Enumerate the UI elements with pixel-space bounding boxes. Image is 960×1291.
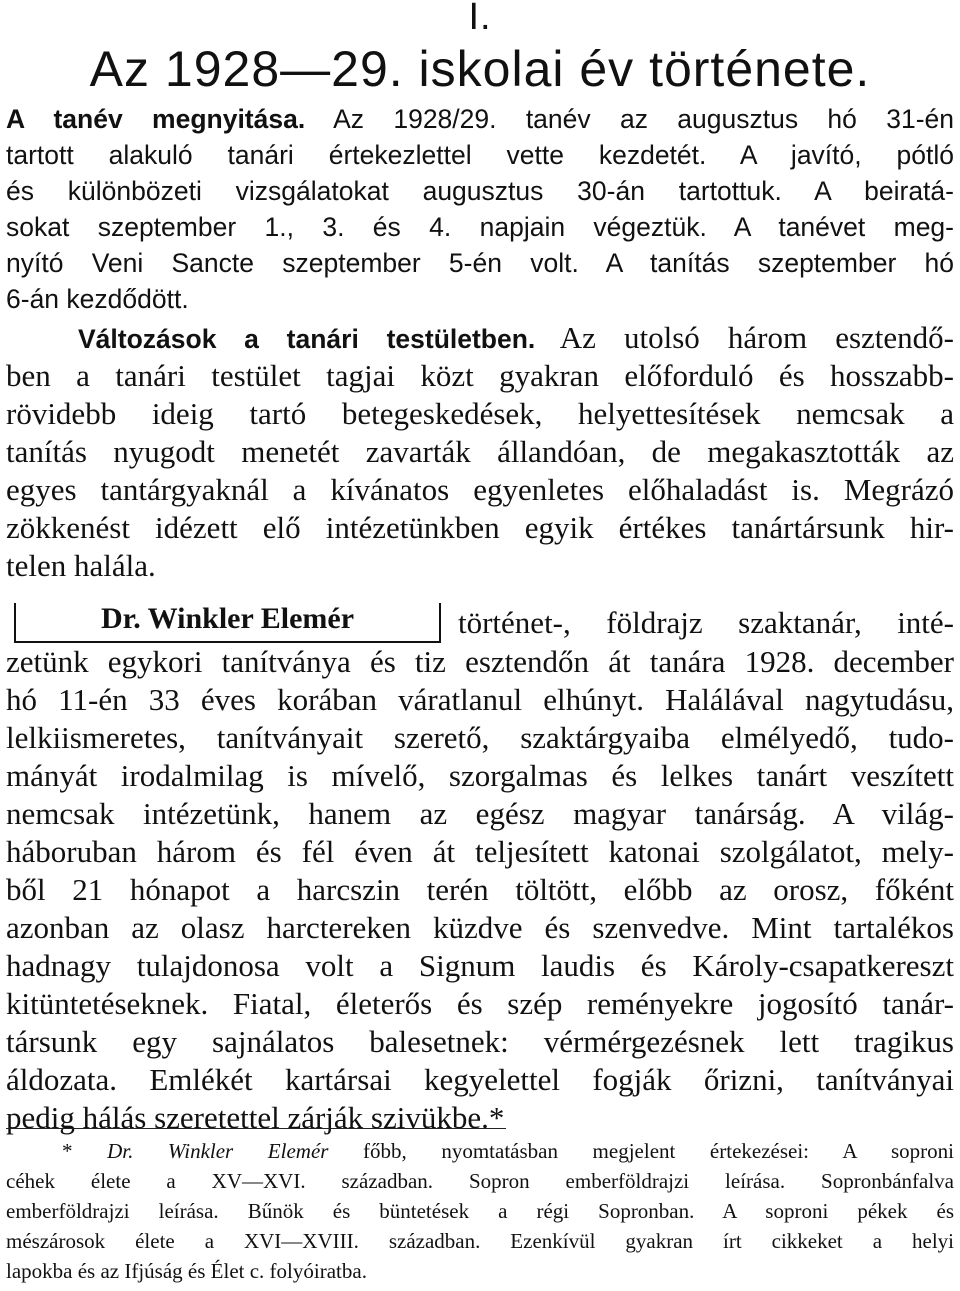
memorial-line: zetünk egykori tanítványa és tiz esztendőn át tanára 1928. december	[6, 644, 954, 679]
section1-line: tartott alakuló tanári értekezlettel vette kezdetét. A javító, pótló	[6, 140, 954, 170]
section2-line: tanítás nyugodt menetét zavarták állandóan, de megakasztották az	[6, 434, 954, 469]
footnote-line: emberföldrajzi leírása. Bűnök és büntetések a régi Sopronban. A soproni pékek és	[6, 1199, 954, 1223]
section2-line-0	[6, 320, 954, 356]
footnote-line-0	[6, 1137, 954, 1165]
section2-line: ben a tanári testület tagjai közt gyakran előforduló és hosszabb-	[6, 358, 954, 393]
memorial-line: ből 21 hónapot a harcszin terén töltött, előbb az orosz, főként	[6, 872, 954, 907]
memorial-name: Dr. Winkler Elemér	[100, 602, 355, 635]
chapter-number: I.	[468, 0, 492, 38]
section2-first-line: Az utolsó három esztendő-	[559, 320, 954, 355]
footnote-marker: *	[62, 1139, 73, 1163]
section2-line: egyes tantárgyaknál a kívánatos egyenletes előhaladást is. Megrázó	[6, 472, 954, 507]
section1-line: sokat szeptember 1., 3. és 4. napjain végeztük. A tanévet meg-	[6, 212, 954, 242]
section1-heading: A tanév megnyitása.	[6, 104, 306, 134]
section1-line: nyító Veni Sancte szeptember 5-én volt. A tanítás szeptember hó	[6, 248, 954, 278]
section2-line: telen halála.	[6, 548, 156, 583]
section2-line: zökkenést idézett elő intézetünkben egyik értékes tanártársunk hir-	[6, 510, 954, 545]
memorial-line: mányát irodalmilag is mívelő, szorgalmas és lelkes tanárt veszített	[6, 758, 954, 793]
memorial-line: kitüntetéseknek. Fiatal, életerős és szép reményekre jogosító tanár-	[6, 986, 954, 1021]
memorial-line: hadnagy tulajdonosa volt a Signum laudis és Károly-csapatkereszt	[6, 948, 954, 983]
section1-line: és különbözeti vizsgálatokat augusztus 30-án tartottuk. A beiratá-	[6, 176, 954, 206]
memorial-line: társunk egy sajnálatos balesetnek: vérmérgezésnek lett tragikus	[6, 1024, 954, 1059]
footnote-line: lapokba és az Ifjúság és Élet c. folyóiratba.	[6, 1259, 367, 1283]
footnote-first-line: főbb, nyomtatásban megjelent értekezései: A soproni	[363, 1139, 955, 1163]
memorial-line: azonban az olasz harctereken küzdve és szenvedve. Mint tartalékos	[6, 910, 954, 945]
section1-line-0	[6, 101, 954, 137]
memorial-name-box	[14, 603, 441, 643]
section1-line: 6-án kezdődött.	[6, 284, 189, 314]
memorial-line: lelkiismeretes, tanítványait szerető, szaktárgyaiba elmélyedő, tudo-	[6, 720, 954, 755]
memorial-first-line: történet-, földrajz szaktanár, inté-	[458, 605, 954, 640]
section2-line: rövidebb ideig tartó betegeskedések, helyettesítések nemcsak a	[6, 396, 954, 431]
page-title: Az 1928—29. iskolai év története.	[89, 41, 871, 97]
section1-first-line: Az 1928/29. tanév az augusztus hó 31-én	[333, 104, 954, 134]
footnote-line: mészárosok élete a XVI—XVIII. században. Ezenkívül gyakran írt cikkeket a helyi	[6, 1229, 954, 1253]
footnote-name: Dr. Winkler Elemér	[107, 1139, 329, 1163]
section2-heading: Változások a tanári testületben.	[78, 324, 536, 354]
memorial-line: nemcsak intézetünk, hanem az egész magyar tanárság. A világ-	[6, 796, 954, 831]
memorial-line: áldozata. Emlékét kartársai kegyelettel fogják őrizni, tanítványai	[6, 1062, 954, 1097]
footnote-line: céhek élete a XV—XVI. században. Sopron emberföldrajzi leírása. Sopronbánfalva	[6, 1169, 954, 1193]
footnote-divider	[6, 1128, 506, 1129]
memorial-line: hó 11-én 33 éves korában váratlanul elhúnyt. Halálával nagytudásu,	[6, 682, 954, 717]
memorial-line: pedig hálás szeretettel zárják szivükbe.*	[6, 1100, 505, 1135]
memorial-line: háboruban három és fél éven át teljesített katonai szolgálatot, mely-	[6, 834, 954, 869]
